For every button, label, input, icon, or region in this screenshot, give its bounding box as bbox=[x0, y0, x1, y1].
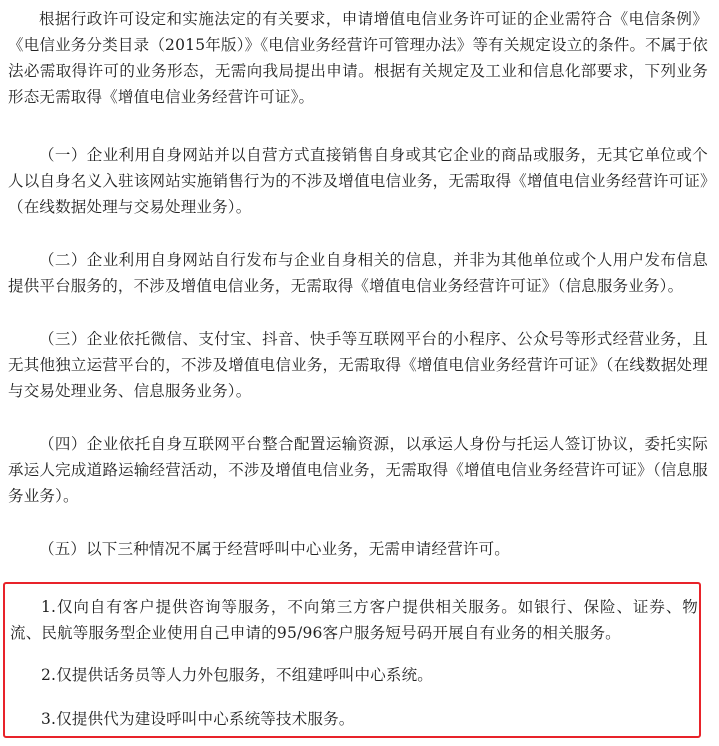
item-paragraph-4: （四）企业依托自身互联网平台整合配置运输资源，以承运人身份与托运人签订协议，委托实际承运人完成道路运输经营活动，不涉及增值电信业务，无需取得《增值电信业务经营许可证》（信息服务业务）。 bbox=[8, 435, 708, 505]
highlight-item-3: 3.仅提供代为建设呼叫中心系统等技术服务。 bbox=[41, 710, 355, 728]
document-body bbox=[8, 6, 708, 562]
highlight-item-1: 1.仅向自有客户提供咨询等服务，不向第三方客户提供相关服务。如银行、保险、证券、物流、民航等服务型企业使用自己申请的95/96客户服务短号码开展自有业务的相关服务。 bbox=[10, 598, 698, 642]
highlight-content bbox=[10, 594, 698, 732]
item-paragraph-2: （二）企业利用自身网站自行发布与企业自身相关的信息，并非为其他单位或个人用户发布信息提供平台服务的，不涉及增值电信业务，无需取得《增值电信业务经营许可证》（信息服务业务）。 bbox=[8, 251, 708, 295]
highlight-box bbox=[3, 582, 701, 738]
item-paragraph-3: （三）企业依托微信、支付宝、抖音、快手等互联网平台的小程序、公众号等形式经营业务，且无其他独立运营平台的，不涉及增值电信业务，无需取得《增值电信业务经营许可证》（在线数据处理与交易处理业务、信息服务业务）。 bbox=[8, 330, 708, 400]
intro-paragraph: 根据行政许可设定和实施法定的有关要求，申请增值电信业务许可证的企业需符合《电信条例》《电信业务分类目录（2015年版）》《电信业务经营许可管理办法》等有关规定设立的条件。不属于依法必需取得许可的业务形态，无需向我局提出申请。根据有关规定及工业和信息化部要求，下列业务形态无需取得《增值电信业务经营许可证》。 bbox=[8, 10, 708, 106]
item-paragraph-1: （一）企业利用自身网站并以自营方式直接销售自身或其它企业的商品或服务，无其它单位或个人以自身名义入驻该网站实施销售行为的不涉及增值电信业务，无需取得《增值电信业务经营许可证》（在线数据处理与交易处理业务）。 bbox=[8, 146, 708, 216]
item-paragraph-5: （五）以下三种情况不属于经营呼叫中心业务，无需申请经营许可。 bbox=[39, 540, 511, 558]
highlight-item-2: 2.仅提供话务员等人力外包服务，不组建呼叫中心系统。 bbox=[41, 666, 433, 684]
